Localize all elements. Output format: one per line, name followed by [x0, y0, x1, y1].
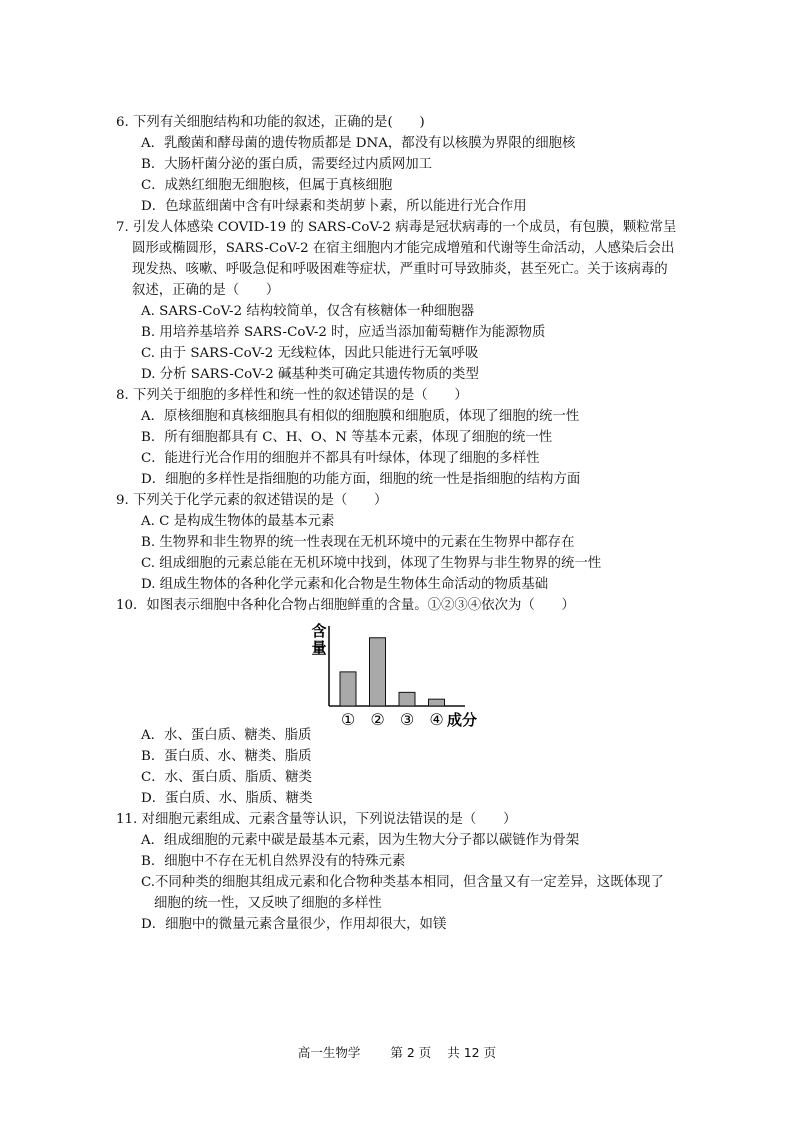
y-axis-label-char: 含 — [311, 622, 327, 640]
question-9-option-b: B. 生物界和非生物界的统一性表现在无机环境中的元素在生物界中都存在 — [141, 535, 575, 550]
bar-1 — [340, 672, 356, 706]
chart-labels — [311, 622, 477, 729]
x-tick-label-1: ① — [340, 710, 356, 729]
bar-4 — [429, 699, 445, 706]
x-tick-label-2: ② — [370, 710, 385, 729]
question-7-option-d: D. 分析 SARS-CoV-2 碱基种类可确定其遗传物质的类型 — [141, 367, 479, 382]
question-8-option-b: B．所有细胞都具有 C、H、O、N 等基本元素，体现了细胞的统一性 — [141, 430, 553, 445]
question-10-option-b: B．蛋白质、水、糖类、脂质 — [141, 749, 312, 764]
bar-3 — [399, 692, 415, 706]
x-tick-label-3: ③ — [399, 710, 415, 729]
question-11-option-c-cont: 细胞的统一性，又反映了细胞的多样性 — [154, 896, 382, 911]
footer-total-pages: 共 12 页 — [447, 1045, 497, 1060]
footer-page-number: 第 2 页 — [390, 1045, 432, 1060]
compound-content-bar-chart — [307, 620, 487, 730]
question-6-option-b: B．大肠杆菌分泌的蛋白质，需要经过内质网加工 — [141, 157, 433, 172]
question-10-stem: 10．如图表示细胞中各种化合物占细胞鲜重的含量。①②③④依次为（ ） — [116, 598, 575, 613]
question-10-option-c: C．水、蛋白质、脂质、糖类 — [141, 770, 312, 785]
question-9-stem: 9. 下列关于化学元素的叙述错误的是（ ） — [116, 493, 388, 508]
question-9-option-a: A. C 是构成生物体的最基本元素 — [141, 514, 335, 529]
question-11-option-d: D．细胞中的微量元素含量很少，作用却很大，如镁 — [141, 917, 447, 932]
question-9-option-c: C. 组成细胞的元素总能在无机环境中找到，体现了生物界与非生物界的统一性 — [141, 556, 602, 571]
question-6-stem: 6. 下列有关细胞结构和功能的叙述，正确的是( ) — [116, 115, 425, 130]
question-10-option-d: D．蛋白质、水、脂质、糖类 — [141, 791, 313, 806]
footer-subject: 高一生物学 — [297, 1045, 361, 1060]
question-8-option-d: D．细胞的多样性是指细胞的功能方面，细胞的统一性是指细胞的结构方面 — [141, 472, 581, 487]
question-6-option-c: C．成熟红细胞无细胞核，但属于真核细胞 — [141, 178, 393, 193]
question-11-option-a: A．组成细胞的元素中碳是最基本元素，因为生物大分子都以碳链作为骨架 — [141, 833, 580, 848]
question-7-stem-line-4: 叙述，正确的是（ ） — [132, 283, 280, 298]
question-11-option-c: C.不同种类的细胞其组成元素和化合物种类基本相同，但含量又有一定差异，这既体现了 — [141, 875, 664, 890]
question-7-stem-line-2: 圆形或椭圆形，SARS-CoV-2 在宿主细胞内才能完成增殖和代谢等生命活动，人感染后会出 — [132, 241, 675, 256]
question-7-stem-line-3: 现发热、咳嗽、呼吸急促和呼吸困难等症状，严重时可导致肺炎，甚至死亡。关于该病毒的 — [132, 262, 668, 277]
question-6-option-a: A．乳酸菌和酵母菌的遗传物质都是 DNA，都没有以核膜为界限的细胞核 — [141, 136, 576, 151]
question-6-option-d: D．色球蓝细菌中含有叶绿素和类胡萝卜素，所以能进行光合作用 — [141, 199, 527, 214]
y-axis-label-char: 量 — [311, 639, 327, 657]
question-9-option-d: D. 组成生物体的各种化学元素和化合物是生物体生命活动的物质基础 — [141, 577, 549, 592]
question-7-option-a: A. SARS-CoV-2 结构较简单，仅含有核糖体一种细胞器 — [141, 304, 474, 319]
question-7-stem-line-1: 7. 引发人体感染 COVID-19 的 SARS-CoV-2 病毒是冠状病毒的一个成员，有包膜，颗粒常呈 — [116, 220, 677, 235]
question-11-option-b: B．细胞中不存在无机自然界没有的特殊元素 — [141, 854, 406, 869]
chart-bars — [340, 638, 445, 706]
x-tick-label-4: ④ — [429, 710, 444, 729]
page-footer — [0, 1043, 794, 1061]
x-axis-label: 成分 — [447, 711, 478, 729]
question-8-stem: 8. 下列关于细胞的多样性和统一性的叙述错误的是（ ） — [116, 388, 468, 403]
question-10-option-a: A．水、蛋白质、糖类、脂质 — [141, 728, 312, 743]
question-7-option-c: C. 由于 SARS-CoV-2 无线粒体，因此只能进行无氧呼吸 — [141, 346, 479, 361]
bar-2 — [370, 638, 386, 706]
question-7-option-b: B. 用培养基培养 SARS-CoV-2 时，应适当添加葡萄糖作为能源物质 — [141, 325, 546, 340]
question-11-stem: 11. 对细胞元素组成、元素含量等认识，下列说法错误的是（ ） — [116, 812, 517, 827]
question-8-option-a: A．原核细胞和真核细胞具有相似的细胞膜和细胞质，体现了细胞的统一性 — [141, 409, 580, 424]
question-8-option-c: C．能进行光合作用的细胞并不都具有叶绿体，体现了细胞的多样性 — [141, 451, 540, 466]
